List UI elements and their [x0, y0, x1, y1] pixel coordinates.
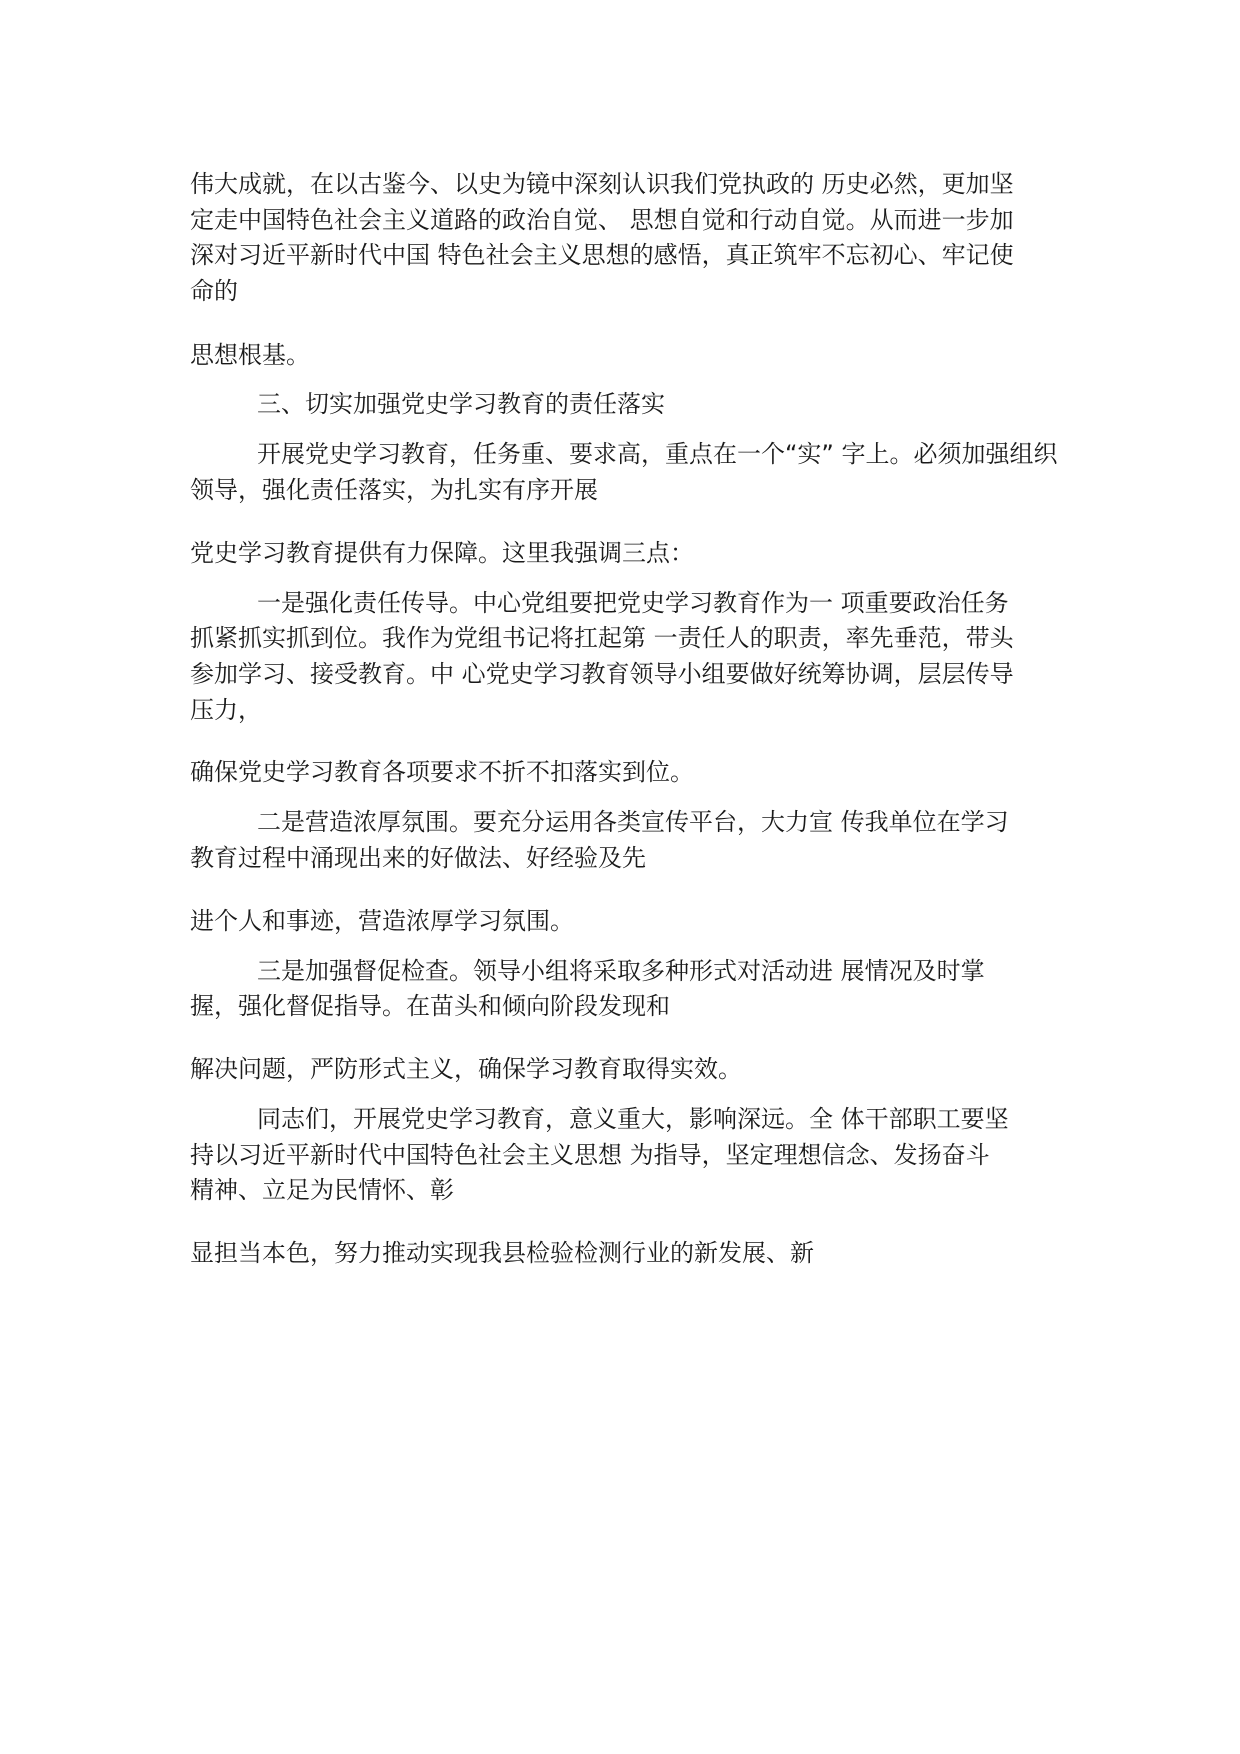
text-line: 党史学习教育提供有力保障。这里我强调三点： — [190, 539, 694, 567]
paragraph-first-line: 二是营造浓厚氛围。要充分运用各类宣传平台，大力宣 传我单位在学习 — [257, 808, 1009, 836]
text-line: 压力， — [190, 696, 262, 724]
section-heading: 三、切实加强党史学习教育的责任落实 — [257, 390, 665, 418]
text-line: 命的 — [190, 277, 238, 305]
text-line: 思想根基。 — [190, 341, 310, 369]
paragraph-first-line: 三是加强督促检查。领导小组将采取多种形式对活动进 展情况及时掌 — [257, 957, 985, 985]
text-line: 领导，强化责任落实，为扎实有序开展 — [190, 476, 598, 504]
text-line: 确保党史学习教育各项要求不折不扣落实到位。 — [190, 758, 694, 786]
text-line: 伟大成就，在以古鉴今、以史为镜中深刻认识我们党执政的 历史必然，更加坚 — [190, 170, 1014, 198]
text-line: 参加学习、接受教育。中 心党史学习教育领导小组要做好统筹协调，层层传导 — [190, 660, 1014, 688]
text-line: 深对习近平新时代中国 特色社会主义思想的感悟，真正筑牢不忘初心、牢记使 — [190, 241, 1014, 269]
text-line: 解决问题，严防形式主义，确保学习教育取得实效。 — [190, 1055, 742, 1083]
text-line: 持以习近平新时代中国特色社会主义思想 为指导，坚定理想信念、发扬奋斗 — [190, 1141, 990, 1169]
text-line: 教育过程中涌现出来的好做法、好经验及先 — [190, 844, 646, 872]
text-line: 定走中国特色社会主义道路的政治自觉、 思想自觉和行动自觉。从而进一步加 — [190, 206, 1014, 234]
text-line: 握，强化督促指导。在苗头和倾向阶段发现和 — [190, 992, 670, 1020]
paragraph-first-line: 开展党史学习教育，任务重、要求高，重点在一个“实” 字上。必须加强组织 — [257, 440, 1058, 468]
text-line: 进个人和事迹，营造浓厚学习氛围。 — [190, 907, 574, 935]
paragraph-first-line: 同志们，开展党史学习教育，意义重大，影响深远。全 体干部职工要坚 — [257, 1105, 1009, 1133]
text-line: 显担当本色，努力推动实现我县检验检测行业的新发展、新 — [190, 1239, 814, 1267]
text-line: 精神、立足为民情怀、彰 — [190, 1176, 454, 1204]
text-line: 抓紧抓实抓到位。我作为党组书记将扛起第 一责任人的职责，率先垂范，带头 — [190, 624, 1014, 652]
paragraph-first-line: 一是强化责任传导。中心党组要把党史学习教育作为一 项重要政治任务 — [257, 589, 1009, 617]
